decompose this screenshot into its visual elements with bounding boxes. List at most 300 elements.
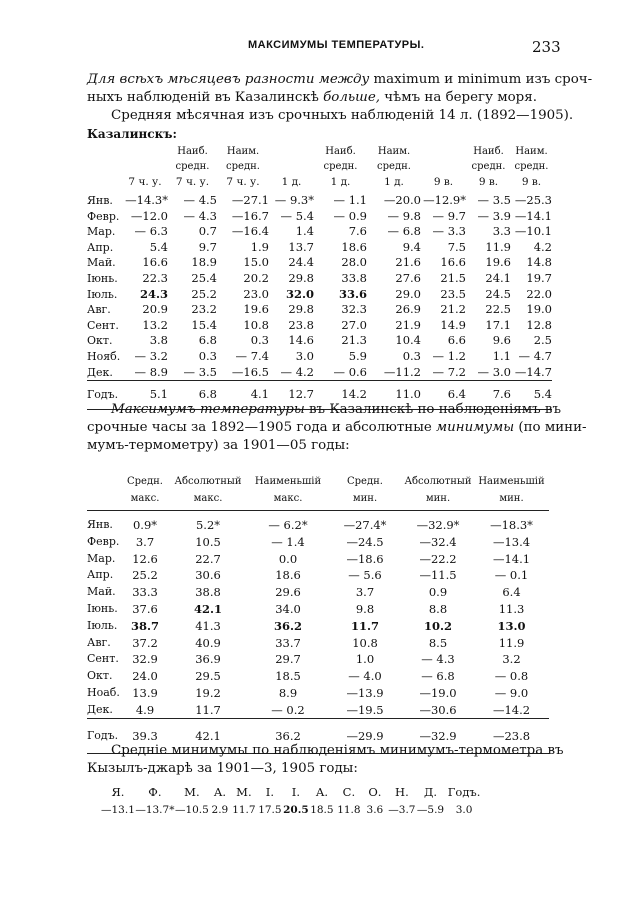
table2-row: [87, 533, 549, 550]
table2-month-label: Май.: [87, 585, 116, 599]
table1-header-cell: 7 ч. у.: [175, 175, 210, 188]
table1-header-cell: Наим.: [515, 145, 548, 157]
table1-cell: — 6.3: [134, 224, 168, 239]
table1-header-cell: 9 в.: [433, 175, 454, 188]
table1-cell: 19.0: [526, 302, 552, 317]
table2-header-cell: макс.: [168, 487, 248, 510]
table2-row: [87, 567, 549, 584]
table1-header-cell: 7 ч. у.: [226, 175, 260, 188]
table2-cell: 30.6: [195, 568, 221, 583]
table2-header-cell: мин.: [402, 487, 474, 510]
table2-month-label: Мар.: [87, 551, 116, 565]
table1-cell: — 7.2: [432, 364, 466, 379]
table1-cell: —16.7: [231, 208, 269, 223]
table1-row: [87, 333, 552, 349]
table1-header-blank: [87, 141, 122, 157]
table1-cell: 27.0: [341, 317, 367, 332]
table2-header-cell: Наименьшій: [254, 475, 322, 487]
table2-cell: 18.5: [275, 669, 301, 684]
table2-cell: 42.1: [193, 601, 222, 616]
table3-month-cell: Н.: [395, 785, 409, 799]
table2-cell: —32.4: [419, 534, 457, 549]
table1-header-cell: [269, 157, 314, 173]
para3-line-2: Кызылъ-джарѣ за 1901—3, 1905 годы:: [87, 761, 358, 776]
table1-cell: 29.0: [395, 286, 421, 301]
table1-cell: 16.6: [142, 255, 168, 270]
table1-cell: —27.1: [231, 193, 269, 208]
table-kyzyl-djar-minima: [101, 783, 484, 819]
table1-header-cell: средн.: [175, 161, 210, 173]
table3-month-cell: М.: [184, 785, 200, 799]
table1-header-cell: [122, 157, 168, 173]
table1-cell: 1.9: [250, 239, 269, 254]
table2-cell: 38.8: [195, 585, 221, 600]
table3-month-cell: С.: [342, 785, 356, 799]
table2-cell: 10.5: [195, 534, 221, 549]
table1-header-cell: Наиб.: [177, 145, 208, 157]
table2-header-cell: Наименьшій: [478, 475, 545, 487]
table1-cell: 14.8: [526, 255, 552, 270]
table3-month-cell: Годъ.: [447, 785, 481, 799]
table2-cell: 3.7: [355, 585, 375, 600]
table2-header-cell: Средн.: [347, 475, 383, 487]
table1-row: [87, 318, 552, 334]
table1-cell: 28.0: [341, 255, 367, 270]
table1-cell: —14.1: [514, 208, 552, 223]
table1-cell: —14.7: [514, 364, 552, 379]
table1-header-cell: [421, 157, 466, 173]
intro-line-2: ныхъ наблюденій въ Казалинскѣ больше, чѣмъ на берегу моря.: [87, 90, 537, 105]
table2-cell: —19.5: [346, 702, 384, 717]
table3-value-cell: 17.5: [258, 804, 282, 816]
table1-cell: 10.8: [243, 317, 269, 332]
table2-cell: 11.7: [195, 702, 221, 717]
table2-cell: 19.2: [195, 685, 221, 700]
table2-cell: — 5.6: [348, 568, 382, 583]
table1-cell: — 3.5: [183, 364, 217, 379]
table2-month-label: Ноаб.: [87, 685, 120, 699]
table2-cell: 38.7: [130, 618, 159, 633]
table2-cell: — 0.2: [271, 702, 305, 717]
table2-cell: 11.3: [498, 601, 525, 616]
table1-cell: 7.6: [348, 224, 367, 239]
table1-cell: 23.0: [243, 286, 269, 301]
table2-year-cell: 36.2: [248, 719, 328, 754]
table1-row: [87, 302, 552, 318]
table1-cell: 21.2: [440, 302, 466, 317]
table2-cell: 0.9*: [132, 517, 158, 532]
table1-cell: 32.0: [285, 286, 314, 301]
table1-row: [87, 349, 552, 365]
table3-value-cell: 3.0: [455, 804, 473, 816]
table2-cell: —32.9*: [416, 517, 460, 532]
table1-cell: 18.9: [191, 255, 217, 270]
table1-cell: — 0.9: [333, 208, 367, 223]
table1-cell: 24.5: [485, 286, 511, 301]
table1-year-cell: 4.1: [217, 380, 269, 409]
table1-cell: 4.2: [533, 239, 552, 254]
table1-cell: 19.7: [526, 271, 552, 286]
table3-value-cell: 2.9: [211, 804, 229, 816]
table2-year-cell: —23.8: [474, 719, 549, 754]
table1-cell: — 3.3: [432, 224, 466, 239]
table2-cell: 13.9: [132, 685, 158, 700]
table3-value-cell: 20.5: [283, 804, 309, 816]
table2-year-label: Годъ.: [87, 719, 122, 754]
table2-cell: 29.5: [195, 669, 221, 684]
table2-row: [87, 701, 549, 718]
table1-cell: 22.3: [142, 271, 168, 286]
table1-cell: 9.6: [492, 333, 511, 348]
table1-cell: — 4.3: [183, 208, 217, 223]
table2-month-label: Апр.: [87, 568, 114, 582]
table3-month-row: [101, 783, 484, 801]
table3-month-cell: М.: [236, 785, 252, 799]
table1-header-row: [87, 141, 552, 157]
table1-cell: — 0.6: [333, 364, 367, 379]
table1-cell: —16.5: [231, 364, 269, 379]
table1-cell: 14.9: [440, 317, 466, 332]
table1-cell: 20.2: [243, 271, 269, 286]
table1-row: [87, 240, 552, 256]
table1-header-cell: [122, 141, 168, 157]
table1-month-label: Апр.: [87, 240, 114, 254]
table2-header-row: [87, 470, 549, 487]
table3-value-cell: 11.7: [232, 804, 256, 816]
table2-year-cell: 39.3: [122, 719, 168, 754]
table2-header-cell: мин.: [474, 487, 549, 510]
table1-cell: 17.1: [485, 317, 511, 332]
table2-cell: 0.9: [428, 585, 448, 600]
table1-cell: 7.5: [447, 239, 466, 254]
table2-cell: —13.4: [492, 534, 531, 549]
table1-row: [87, 208, 552, 224]
table1-cell: 33.6: [338, 286, 367, 301]
table1-cell: 0.3: [402, 349, 421, 364]
table1-year-label: Годъ.: [87, 380, 122, 409]
table-max-min: [87, 470, 549, 754]
table2-cell: 11.9: [498, 635, 525, 650]
table2-header-cell: макс.: [122, 487, 168, 510]
table1-cell: 23.8: [288, 317, 314, 332]
table1-month-label: Янв.: [87, 194, 113, 208]
table1-year-cell: 11.0: [367, 380, 421, 409]
table2-cell: 37.6: [132, 601, 158, 616]
table1-header-cell: средн.: [323, 161, 358, 173]
table2-cell: 4.9: [135, 702, 155, 717]
running-header: [0, 38, 637, 56]
table2-month-label: Авг.: [87, 635, 111, 649]
table1-header-cell: [269, 141, 314, 157]
table1-cell: 6.8: [198, 333, 217, 348]
table1-cell: 3.8: [149, 333, 168, 348]
table2-cell: 22.7: [195, 551, 221, 566]
table1-cell: 27.6: [395, 271, 421, 286]
table1-month-label: Іюль.: [87, 287, 118, 301]
table2-row: [87, 634, 549, 651]
table1-cell: 9.7: [198, 239, 217, 254]
table1-cell: 25.2: [191, 286, 217, 301]
table2-cell: — 6.2*: [268, 517, 308, 532]
table3-value-row: [101, 801, 484, 819]
table1-cell: 2.5: [533, 333, 552, 348]
table1-header-cell: 9 в.: [521, 175, 542, 188]
table1-cell: 9.4: [402, 239, 421, 254]
table2-header-cell: Абсолютный: [174, 475, 242, 487]
table2-cell: 11.7: [350, 618, 379, 633]
table2-header-row: [87, 487, 549, 510]
table2-cell: 33.3: [132, 585, 158, 600]
table2-cell: — 4.3: [421, 652, 455, 667]
table2-cell: 24.0: [132, 669, 158, 684]
table1-month-label: Сент.: [87, 318, 119, 332]
table1-cell: — 1.1: [333, 193, 367, 208]
table1-cell: 16.6: [440, 255, 466, 270]
para2-line-2: срочные часы за 1892—1905 года и абсолютные минимумы (по мини-: [87, 420, 587, 435]
table1-month-label: Іюнь.: [87, 272, 118, 286]
table1-cell: — 9.7: [432, 208, 466, 223]
table1-month-label: Авг.: [87, 303, 111, 317]
table2-month-label: Сент.: [87, 652, 119, 666]
table1-cell: 13.7: [288, 239, 314, 254]
table3-value-cell: —13.1: [101, 804, 135, 816]
table2-month-label: Окт.: [87, 669, 113, 683]
table1-cell: 21.3: [341, 333, 367, 348]
table2-header-cell: макс.: [248, 487, 328, 510]
table1-cell: 33.8: [341, 271, 367, 286]
table1-header-blank: [87, 157, 122, 173]
table2-cell: — 0.8: [494, 669, 529, 684]
table2-header-cell: Средн.: [127, 475, 163, 487]
table1-year-cell: 5.4: [511, 380, 552, 409]
table1-cell: — 4.7: [518, 349, 552, 364]
table1-cell: —12.0: [130, 208, 168, 223]
table1-cell: 22.5: [485, 302, 511, 317]
table1-row: [87, 224, 552, 240]
table2-cell: 18.6: [275, 568, 301, 583]
table2-row: [87, 601, 549, 618]
table1-cell: 20.9: [142, 302, 168, 317]
table1-year-cell: 6.8: [168, 380, 217, 409]
table1-cell: 6.6: [447, 333, 466, 348]
intro-line-3: Средняя мѣсячная изъ срочныхъ наблюденій 14 л. (1892—1905).: [111, 108, 574, 123]
table2-cell: 12.6: [132, 551, 158, 566]
table3-month-cell: А.: [315, 785, 329, 799]
table2-cell: —14.2: [492, 702, 531, 717]
table1-header-cell: 9 в.: [478, 175, 499, 188]
table1-row: [87, 193, 552, 209]
table1-cell: — 4.5: [183, 193, 217, 208]
table1-cell: 19.6: [243, 302, 269, 317]
table2-row: [87, 617, 549, 634]
table1-cell: 21.6: [395, 255, 421, 270]
table1-year-cell: 14.2: [314, 380, 367, 409]
table1-header-cell: средн.: [377, 161, 411, 173]
table1-cell: 10.4: [395, 333, 421, 348]
table2-cell: 6.4: [502, 585, 521, 600]
table1-header-row: [87, 157, 552, 173]
table2-cell: — 1.4: [271, 534, 305, 549]
table1-cell: — 7.4: [235, 349, 269, 364]
para2-line-3: мумъ-термометру) за 1901—05 годы:: [87, 438, 350, 453]
table1-header-cell: Наим.: [226, 145, 260, 157]
table1-cell: 1.1: [492, 349, 511, 364]
table1-cell: 3.0: [295, 349, 314, 364]
intro-line-1: Для всѣхъ мѣсяцевъ разности между maximum и minimum изъ сроч-: [87, 72, 593, 87]
table1-cell: —14.3*: [125, 193, 168, 208]
table1-cell: 22.0: [526, 286, 552, 301]
table1-year-cell: 6.4: [421, 380, 466, 409]
table-kazalinsk-monthly-means: [87, 141, 552, 410]
table1-year-cell: 12.7: [269, 380, 314, 409]
table2-cell: —18.6: [346, 551, 384, 566]
table1-cell: — 3.2: [134, 349, 168, 364]
table1-cell: — 9.3*: [274, 193, 314, 208]
table2-cell: 3.7: [135, 534, 155, 549]
table2-cell: 3.2: [502, 652, 521, 667]
table1-header-cell: Наиб.: [325, 145, 356, 157]
table1-month-label: Окт.: [87, 334, 113, 348]
table2-cell: — 4.0: [348, 669, 382, 684]
table2-cell: 33.7: [275, 635, 301, 650]
table1-cell: 5.4: [149, 239, 168, 254]
table1-cell: 24.4: [288, 255, 314, 270]
table2-row: [87, 510, 549, 533]
table1-cell: 29.8: [288, 302, 314, 317]
table2-row: [87, 685, 549, 702]
table1-cell: 14.6: [288, 333, 314, 348]
table3-value-cell: —13.7*: [135, 804, 175, 816]
table1-cell: 0.3: [250, 333, 269, 348]
table1-cell: —11.2: [383, 364, 421, 379]
table2-row: [87, 584, 549, 601]
table1-header-cell: средн.: [226, 161, 260, 173]
table2-header-blank: [87, 470, 122, 487]
table1-cell: 23.2: [191, 302, 217, 317]
station-label: Казалинскъ:: [87, 127, 177, 141]
table2-cell: 41.3: [195, 618, 221, 633]
table3-month-cell: Ф.: [148, 785, 162, 799]
table2-row: [87, 668, 549, 685]
table3-month-cell: А.: [213, 785, 227, 799]
table2-cell: 29.7: [275, 652, 301, 667]
table1-month-label: Нояб.: [87, 350, 121, 364]
table1-header-cell: средн.: [471, 161, 506, 173]
table1-month-label: Февр.: [87, 209, 120, 223]
table1-header-cell: Наиб.: [473, 145, 504, 157]
table1-header-cell: 7 ч. у.: [128, 175, 162, 188]
table1-cell: 24.1: [485, 271, 511, 286]
table2-month-label: Іюнь.: [87, 601, 118, 615]
table2-cell: —13.9: [346, 685, 384, 700]
table1-cell: 12.8: [526, 317, 552, 332]
table1-row: [87, 271, 552, 287]
table1-header-row: [87, 172, 552, 193]
table2-cell: 5.2*: [195, 517, 221, 532]
table1-cell: — 9.8: [387, 208, 421, 223]
table2-cell: — 9.0: [494, 685, 529, 700]
table2-cell: 36.2: [273, 618, 302, 633]
table1-cell: 32.3: [341, 302, 367, 317]
table1-header-cell: Наим.: [377, 145, 411, 157]
table1-cell: —16.4: [231, 224, 269, 239]
table2-header-cell: мин.: [328, 487, 402, 510]
table1-cell: — 3.9: [477, 208, 511, 223]
table1-cell: 3.3: [492, 224, 511, 239]
table1-month-label: Мар.: [87, 225, 116, 239]
table1-cell: —10.1: [514, 224, 552, 239]
table2-header-cell: Абсолютный: [404, 475, 472, 487]
table2-cell: — 6.8: [421, 669, 455, 684]
table1-cell: 15.4: [191, 317, 217, 332]
table1-cell: — 1.2: [432, 349, 466, 364]
page-number: 233: [532, 38, 561, 56]
table1-row: [87, 364, 552, 380]
table3-value-cell: —5.9: [416, 804, 445, 816]
table1-header-cell: 1 д.: [384, 175, 404, 188]
table2-cell: 36.9: [195, 652, 221, 667]
table3-value-cell: 18.5: [310, 804, 334, 816]
table2-cell: 10.8: [352, 635, 378, 650]
table1-year-cell: 5.1: [122, 380, 168, 409]
table1-cell: — 8.9: [134, 364, 168, 379]
table2-cell: 0.0: [278, 551, 298, 566]
table1-header-cell: средн.: [514, 161, 549, 173]
table2-cell: —30.6: [419, 702, 457, 717]
table2-cell: —22.2: [419, 551, 457, 566]
table2-month-label: Февр.: [87, 534, 120, 548]
table2-header-blank: [87, 487, 122, 510]
table2-cell: 29.6: [275, 585, 301, 600]
table1-cell: — 3.5: [477, 193, 511, 208]
table2-month-label: Іюль.: [87, 618, 118, 632]
table2-cell: —11.5: [419, 568, 457, 583]
table1-cell: 0.3: [198, 349, 217, 364]
table2-cell: —18.3*: [490, 517, 533, 532]
table2-cell: —19.0: [419, 685, 457, 700]
table2-cell: 9.8: [355, 601, 375, 616]
table1-cell: 15.0: [243, 255, 269, 270]
table1-header-cell: 1 д.: [281, 175, 302, 188]
running-title: МАКСИМУМЫ ТЕМПЕРАТУРЫ.: [248, 39, 425, 51]
table2-cell: 40.9: [195, 635, 221, 650]
table3-value-cell: 11.8: [337, 804, 361, 816]
table1-cell: 13.2: [142, 317, 168, 332]
table2-cell: —27.4*: [343, 517, 387, 532]
table1-cell: 18.6: [341, 239, 367, 254]
table3-month-cell: Я.: [111, 785, 125, 799]
table1-cell: 0.7: [198, 224, 217, 239]
table1-cell: 23.5: [440, 286, 466, 301]
table1-header-cell: 1 д.: [330, 175, 351, 188]
table1-cell: — 4.2: [280, 364, 314, 379]
table1-row: [87, 255, 552, 271]
table1-row: [87, 286, 552, 302]
table1-cell: —25.3: [514, 193, 552, 208]
table2-cell: 8.8: [428, 601, 448, 616]
table2-cell: 10.2: [423, 618, 452, 633]
table1-header-cell: [421, 141, 466, 157]
table2-cell: 1.0: [355, 652, 375, 667]
table3-month-cell: І.: [265, 785, 274, 799]
table1-header-blank: [87, 172, 122, 193]
table2-cell: 37.2: [132, 635, 158, 650]
table2-year-cell: 42.1: [168, 719, 248, 754]
table2-cell: 13.0: [497, 618, 526, 633]
table2-cell: 34.0: [275, 601, 301, 616]
table2-row: [87, 651, 549, 668]
table2-year-cell: —29.9: [328, 719, 402, 754]
